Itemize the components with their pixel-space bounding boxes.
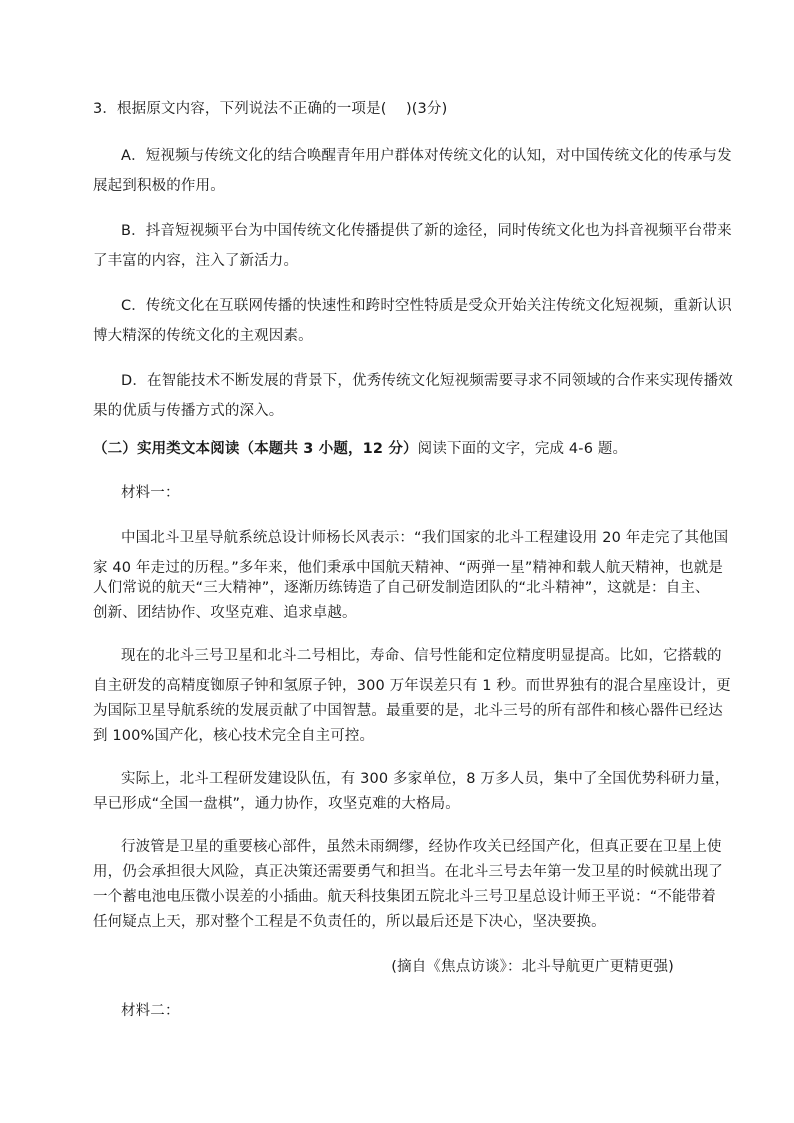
para-4-line-2: 用，仍会承担很大风险，真正决策还需要勇气和担当。在北斗三号去年第一发卫星的时候就出现了 (93, 864, 723, 880)
para-4-line-1: 行波管是卫星的重要核心部件，虽然未雨绸缪，经协作攻关已经国产化，但真正要在卫星上使 (121, 839, 722, 855)
option-b-line-1: B．抖音短视频平台为中国传统文化传播提供了新的途径，同时传统文化也为抖音视频平台带来 (121, 223, 732, 239)
para-2-line-3: 为国际卫星导航系统的发展贡献了中国智慧。最重要的是，北斗三号的所有部件和核心器件已经达 (93, 703, 723, 719)
para-4-line-4: 任何疑点上天，那对整个工程是不负责任的，所以最后还是下决心，坚决要换。 (93, 914, 606, 930)
material-2-label: 材料二： (121, 1003, 180, 1019)
para-1-line-2: 家 40 年走过的历程。”多年来，他们秉承中国航天精神、“两弹一星”精神和载人航天精神，也就是 (93, 560, 724, 576)
para-4-line-3: 一个蓄电池电压微小误差的小插曲。航天科技集团五院北斗三号卫星总设计师王平说：“不能带着 (93, 889, 716, 905)
para-2-line-1: 现在的北斗三号卫星和北斗二号相比，寿命、信号性能和定位精度明显提高。比如，它搭载的 (121, 648, 722, 664)
material-1-label: 材料一： (121, 485, 180, 501)
option-d-line-2: 果的优质与传播方式的深入。 (93, 403, 284, 419)
para-1-line-3: 人们常说的航天“三大精神”，逐渐历练铸造了自己研发制造团队的“北斗精神”，这就是：自主、 (93, 580, 710, 596)
para-1-line-4: 创新、团结协作、攻坚克难、追求卓越。 (93, 605, 357, 621)
para-3-line-2: 早已形成“全国一盘棋”，通力协作，攻坚克难的大格局。 (93, 796, 460, 812)
section-heading-instruction: 阅读下面的文字，完成 4-6 题。 (417, 441, 628, 457)
para-3-line-1: 实际上，北斗工程研发建设队伍，有 300 多家单位，8 万多人员，集中了全国优势科研力量， (121, 771, 730, 787)
source-citation: (摘自《焦点访谈》：北斗导航更广更精更强) (391, 959, 674, 975)
option-c-line-1: C．传统文化在互联网传播的快速性和跨时空性特质是受众开始关注传统文化短视频，重新认识 (121, 298, 732, 314)
option-c-line-2: 博大精深的传统文化的主观因素。 (93, 328, 313, 344)
section-heading-bold: （二）实用类文本阅读（本题共 3 小题，12 分） (93, 441, 418, 457)
question-3-stem: 3．根据原文内容，下列说法不正确的一项是( )(3分) (93, 101, 448, 117)
option-a-line-1: A．短视频与传统文化的结合唤醒青年用户群体对传统文化的认知，对中国传统文化的传承与发 (121, 148, 732, 164)
para-1-line-1: 中国北斗卫星导航系统总设计师杨长风表示：“我们国家的北斗工程建设用 20 年走完了其他国 (121, 530, 729, 546)
option-a-line-2: 展起到积极的作用。 (93, 178, 225, 194)
option-d-line-1: D．在智能技术不断发展的背景下，优秀传统文化短视频需要寻求不同领域的合作来实现传播效 (121, 373, 733, 389)
para-2-line-2: 自主研发的高精度铷原子钟和氢原子钟，300 万年误差只有 1 秒。而世界独有的混合星座设计，更 (93, 678, 731, 694)
option-b-line-2: 了丰富的内容，注入了新活力。 (93, 253, 299, 269)
para-2-line-4: 到 100%国产化，核心技术完全自主可控。 (93, 728, 375, 744)
section-heading (93, 438, 703, 461)
